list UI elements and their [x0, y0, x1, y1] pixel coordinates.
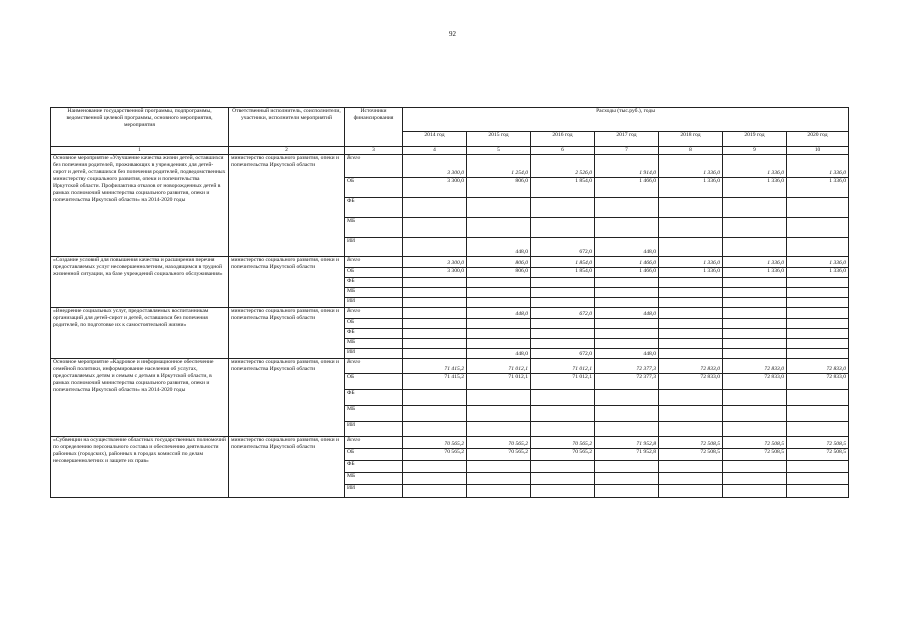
expense-value: [723, 238, 787, 257]
expense-value: [467, 406, 531, 422]
expense-value: 1 336,0: [659, 257, 723, 268]
expense-value: 71 415,2: [403, 374, 467, 390]
funding-source: ФБ: [345, 390, 403, 406]
expense-value: [723, 198, 787, 218]
expense-value: [595, 422, 659, 437]
expense-value: [723, 485, 787, 498]
funding-source: Всего: [345, 308, 403, 319]
expense-value: [403, 461, 467, 473]
expense-value: 72 377,3: [595, 374, 659, 390]
expense-value: 70 565,2: [531, 449, 595, 461]
measure-name: «Субвенции на осуществление областных государственных полномочий по определению персонального состава и обеспечению деятельности районных (городских), районных в городах комиссий по делам несовершеннолетних и защите их прав»: [51, 437, 229, 498]
expense-value: [595, 339, 659, 349]
header-year: 2015 год: [467, 132, 531, 147]
executor: министерство социального развития, опеки и попечительства Иркутской области: [229, 155, 345, 257]
expense-value: [787, 298, 849, 308]
funding-source: ИИ: [345, 349, 403, 359]
expense-value: [723, 339, 787, 349]
expense-value: 71 012,1: [467, 374, 531, 390]
funding-source: ОБ: [345, 374, 403, 390]
expense-value: 3 300,0: [403, 268, 467, 278]
expense-value: [531, 406, 595, 422]
expense-value: [595, 218, 659, 238]
expense-value: [787, 238, 849, 257]
expense-value: [531, 422, 595, 437]
expense-value: [787, 461, 849, 473]
expense-value: [403, 198, 467, 218]
expense-value: [787, 329, 849, 339]
expense-value: [659, 218, 723, 238]
funding-source: ИИ: [345, 238, 403, 257]
expense-value: [787, 319, 849, 329]
header-name: Наименование государственной программы, подпрограммы, ведомственной целевой программы, основного мероприятия, мероприятия: [51, 108, 229, 147]
header-year: 2019 год: [723, 132, 787, 147]
expense-value: 448,0: [467, 238, 531, 257]
funding-source: Всего: [345, 359, 403, 374]
expense-value: 448,0: [595, 238, 659, 257]
expense-value: 448,0: [595, 308, 659, 319]
funding-source: ФБ: [345, 278, 403, 288]
expense-value: 70 565,2: [531, 437, 595, 449]
expense-value: [595, 461, 659, 473]
column-number: 6: [531, 147, 595, 155]
expense-value: 1 336,0: [659, 178, 723, 198]
expense-value: 72 833,0: [787, 374, 849, 390]
expense-value: [467, 278, 531, 288]
funding-source: ФБ: [345, 198, 403, 218]
expense-value: [787, 288, 849, 298]
expense-value: [531, 390, 595, 406]
expense-value: 70 565,2: [403, 437, 467, 449]
expense-value: [403, 238, 467, 257]
expense-value: [531, 218, 595, 238]
expense-value: [531, 278, 595, 288]
expense-value: [659, 406, 723, 422]
column-number: 1: [51, 147, 229, 155]
expense-value: [403, 218, 467, 238]
funding-source: МБ: [345, 406, 403, 422]
expense-value: [467, 319, 531, 329]
expense-value: 1 854,0: [531, 257, 595, 268]
expense-value: [659, 349, 723, 359]
expense-value: 71 415,2: [403, 359, 467, 374]
header-year: 2014 год: [403, 132, 467, 147]
budget-table: [50, 107, 849, 498]
expense-value: 1 336,0: [723, 155, 787, 178]
expense-value: [723, 278, 787, 288]
expense-value: 72 508,5: [659, 437, 723, 449]
expense-value: 448,0: [595, 349, 659, 359]
expense-value: [787, 390, 849, 406]
funding-source: ИИ: [345, 422, 403, 437]
column-number: 5: [467, 147, 531, 155]
expense-value: [403, 422, 467, 437]
expense-value: [531, 339, 595, 349]
funding-source: Всего: [345, 257, 403, 268]
expense-value: [659, 329, 723, 339]
expense-value: 806,0: [467, 257, 531, 268]
expense-value: [403, 278, 467, 288]
funding-source: ФБ: [345, 461, 403, 473]
executor: министерство социального развития, опеки и попечительства Иркутской области: [229, 308, 345, 359]
expense-value: [659, 339, 723, 349]
expense-value: [659, 238, 723, 257]
expense-value: [595, 319, 659, 329]
expense-value: [787, 278, 849, 288]
expense-value: 672,0: [531, 238, 595, 257]
funding-source: МБ: [345, 218, 403, 238]
expense-value: [467, 198, 531, 218]
expense-value: 1 336,0: [723, 257, 787, 268]
executor: министерство социального развития, опеки и попечительства Иркутской области: [229, 257, 345, 308]
expense-value: [659, 473, 723, 485]
expense-value: [403, 473, 467, 485]
expense-value: [531, 319, 595, 329]
column-number: 8: [659, 147, 723, 155]
column-number: 9: [723, 147, 787, 155]
measure-name: Основное мероприятие «Улучшение качества жизни детей, оставшихся без попечения родителей, проживающих в учреждениях для детей-сирот и детей, оставшихся без попечения родителей, подведомственных министерству социального развития, опеки и попечительства Иркутской области. Профилактика отказов от новорожденных детей в рамках полномочий министерства социального развития, опеки и попечительства Иркутской области» на 2014-2020 годы: [51, 155, 229, 257]
expense-value: [467, 329, 531, 339]
measure-name: Основное мероприятие «Кадровое и информационное обеспечение семейной политики, информирование населения об услугах, предоставляемых детям и семьям с детьми в Иркутской области, в рамках полномочий министерства социального развития, опеки и попечительства Иркутской области» на 2014-2020 годы: [51, 359, 229, 437]
expense-value: 72 508,5: [723, 449, 787, 461]
expense-value: [787, 422, 849, 437]
expense-value: [403, 339, 467, 349]
expense-value: [467, 339, 531, 349]
expense-value: [403, 298, 467, 308]
funding-source: ИИ: [345, 485, 403, 498]
expense-value: [531, 473, 595, 485]
expense-value: [659, 461, 723, 473]
expense-value: 1 254,0: [467, 155, 531, 178]
expense-value: [467, 288, 531, 298]
measure-name: «Создание условий для повышения качества и расширения перечня предоставляемых услуг несовершеннолетним, находящимся в трудной жизненной ситуации, на базе учреждений социального обслуживания»: [51, 257, 229, 308]
expense-value: [403, 349, 467, 359]
expense-value: [787, 349, 849, 359]
expense-value: [595, 198, 659, 218]
expense-value: 2 526,0: [531, 155, 595, 178]
expense-value: [723, 218, 787, 238]
expense-value: [467, 218, 531, 238]
expense-value: 72 833,0: [723, 374, 787, 390]
expense-value: [531, 329, 595, 339]
executor: министерство социального развития, опеки и попечительства Иркутской области: [229, 359, 345, 437]
expense-value: 1 914,0: [595, 155, 659, 178]
expense-value: [531, 198, 595, 218]
expense-value: 72 833,0: [659, 374, 723, 390]
expense-value: [531, 298, 595, 308]
header-year: 2017 год: [595, 132, 659, 147]
table-row: [51, 257, 849, 268]
expense-value: 1 854,0: [531, 268, 595, 278]
expense-value: [467, 473, 531, 485]
expense-value: 1 854,0: [531, 178, 595, 198]
expense-value: 1 336,0: [723, 178, 787, 198]
expense-value: [723, 461, 787, 473]
expense-value: [659, 308, 723, 319]
expense-value: [595, 390, 659, 406]
funding-source: ОБ: [345, 449, 403, 461]
expense-value: [659, 422, 723, 437]
expense-value: 72 377,3: [595, 359, 659, 374]
column-number: 7: [595, 147, 659, 155]
expense-value: [595, 288, 659, 298]
funding-source: МБ: [345, 339, 403, 349]
expense-value: 3 300,0: [403, 178, 467, 198]
expense-value: [595, 406, 659, 422]
expense-value: 71 952,8: [595, 437, 659, 449]
expense-value: [723, 406, 787, 422]
expense-value: [467, 390, 531, 406]
measure-name: «Внедрение социальных услуг, предоставляемых воспитанникам организаций для детей-сирот и детей, оставшихся без попечения родителей, по подготовке их к самостоятельной жизни»: [51, 308, 229, 359]
funding-source: ОБ: [345, 319, 403, 329]
expense-value: 72 833,0: [787, 359, 849, 374]
header-executor: Ответственный исполнитель, соисполнители, участники, исполнители мероприятий: [229, 108, 345, 147]
expense-value: [659, 319, 723, 329]
expense-value: 71 012,1: [531, 359, 595, 374]
expense-value: [723, 473, 787, 485]
expense-value: [403, 319, 467, 329]
expense-value: 72 508,5: [659, 449, 723, 461]
table-row: [51, 308, 849, 319]
header-year: 2016 год: [531, 132, 595, 147]
expense-value: 3 300,0: [403, 257, 467, 268]
expense-value: [659, 298, 723, 308]
expense-value: [531, 485, 595, 498]
expense-value: [659, 278, 723, 288]
header-year: 2020 год: [787, 132, 849, 147]
expense-value: 1 336,0: [787, 268, 849, 278]
expense-value: 672,0: [531, 349, 595, 359]
expense-value: [595, 278, 659, 288]
expense-value: [659, 390, 723, 406]
expense-value: 1 336,0: [659, 268, 723, 278]
expense-value: [723, 329, 787, 339]
expense-value: [787, 485, 849, 498]
funding-source: ИИ: [345, 298, 403, 308]
expense-value: [723, 390, 787, 406]
expense-value: 1 336,0: [787, 178, 849, 198]
table-row: [51, 359, 849, 374]
expense-value: 1 336,0: [659, 155, 723, 178]
expense-value: [723, 422, 787, 437]
expense-value: [595, 298, 659, 308]
expense-value: 3 300,0: [403, 155, 467, 178]
expense-value: [403, 288, 467, 298]
expense-value: [723, 319, 787, 329]
column-number: 4: [403, 147, 467, 155]
expense-value: [467, 422, 531, 437]
expense-value: [595, 473, 659, 485]
expense-value: [659, 485, 723, 498]
expense-value: 448,0: [467, 349, 531, 359]
expense-value: 70 565,2: [467, 437, 531, 449]
expense-value: 71 012,1: [531, 374, 595, 390]
expense-value: [723, 308, 787, 319]
expense-value: [403, 390, 467, 406]
expense-value: 1 336,0: [723, 268, 787, 278]
expense-value: [531, 288, 595, 298]
expense-value: [787, 218, 849, 238]
expense-value: [595, 329, 659, 339]
expense-value: [467, 461, 531, 473]
executor: министерство социального развития, опеки и попечительства Иркутской области: [229, 437, 345, 498]
funding-source: ОБ: [345, 268, 403, 278]
expense-value: 806,0: [467, 268, 531, 278]
column-number: 2: [229, 147, 345, 155]
funding-source: Всего: [345, 155, 403, 178]
expense-value: 806,0: [467, 178, 531, 198]
column-number: 10: [787, 147, 849, 155]
expense-value: [787, 339, 849, 349]
expense-value: [403, 329, 467, 339]
funding-source: МБ: [345, 473, 403, 485]
expense-value: 71 952,8: [595, 449, 659, 461]
expense-value: 1 466,0: [595, 178, 659, 198]
expense-value: [659, 288, 723, 298]
expense-value: [723, 298, 787, 308]
table-row: [51, 437, 849, 449]
expense-value: [723, 349, 787, 359]
funding-source: МБ: [345, 288, 403, 298]
page-number: 92: [449, 30, 456, 38]
expense-value: 672,0: [531, 308, 595, 319]
expense-value: [467, 485, 531, 498]
expense-value: [659, 198, 723, 218]
expense-value: 72 833,0: [659, 359, 723, 374]
expense-value: 72 508,5: [787, 449, 849, 461]
funding-source: ФБ: [345, 329, 403, 339]
expense-value: 1 466,0: [595, 257, 659, 268]
expense-value: 72 508,5: [787, 437, 849, 449]
expense-value: [531, 461, 595, 473]
expense-value: [787, 473, 849, 485]
expense-value: [723, 288, 787, 298]
expense-value: 1 336,0: [787, 257, 849, 268]
expense-value: [787, 406, 849, 422]
funding-source: ОБ: [345, 178, 403, 198]
expense-value: [787, 198, 849, 218]
expense-value: [403, 308, 467, 319]
expense-value: 70 565,2: [467, 449, 531, 461]
table-row: [51, 155, 849, 178]
expense-value: 1 336,0: [787, 155, 849, 178]
expense-value: 1 466,0: [595, 268, 659, 278]
header-year: 2018 год: [659, 132, 723, 147]
expense-value: 71 012,1: [467, 359, 531, 374]
expense-value: 70 565,2: [403, 449, 467, 461]
expense-value: 448,0: [467, 308, 531, 319]
column-number: 3: [345, 147, 403, 155]
expense-value: [787, 308, 849, 319]
expense-value: [403, 406, 467, 422]
expense-value: 72 833,0: [723, 359, 787, 374]
header-expenses: Расходы (тыс.руб.), годы: [403, 108, 849, 132]
expense-value: [595, 485, 659, 498]
header-source: Источники финансирования: [345, 108, 403, 147]
expense-value: 72 508,5: [723, 437, 787, 449]
expense-value: [467, 298, 531, 308]
expense-value: [403, 485, 467, 498]
funding-source: Всего: [345, 437, 403, 449]
